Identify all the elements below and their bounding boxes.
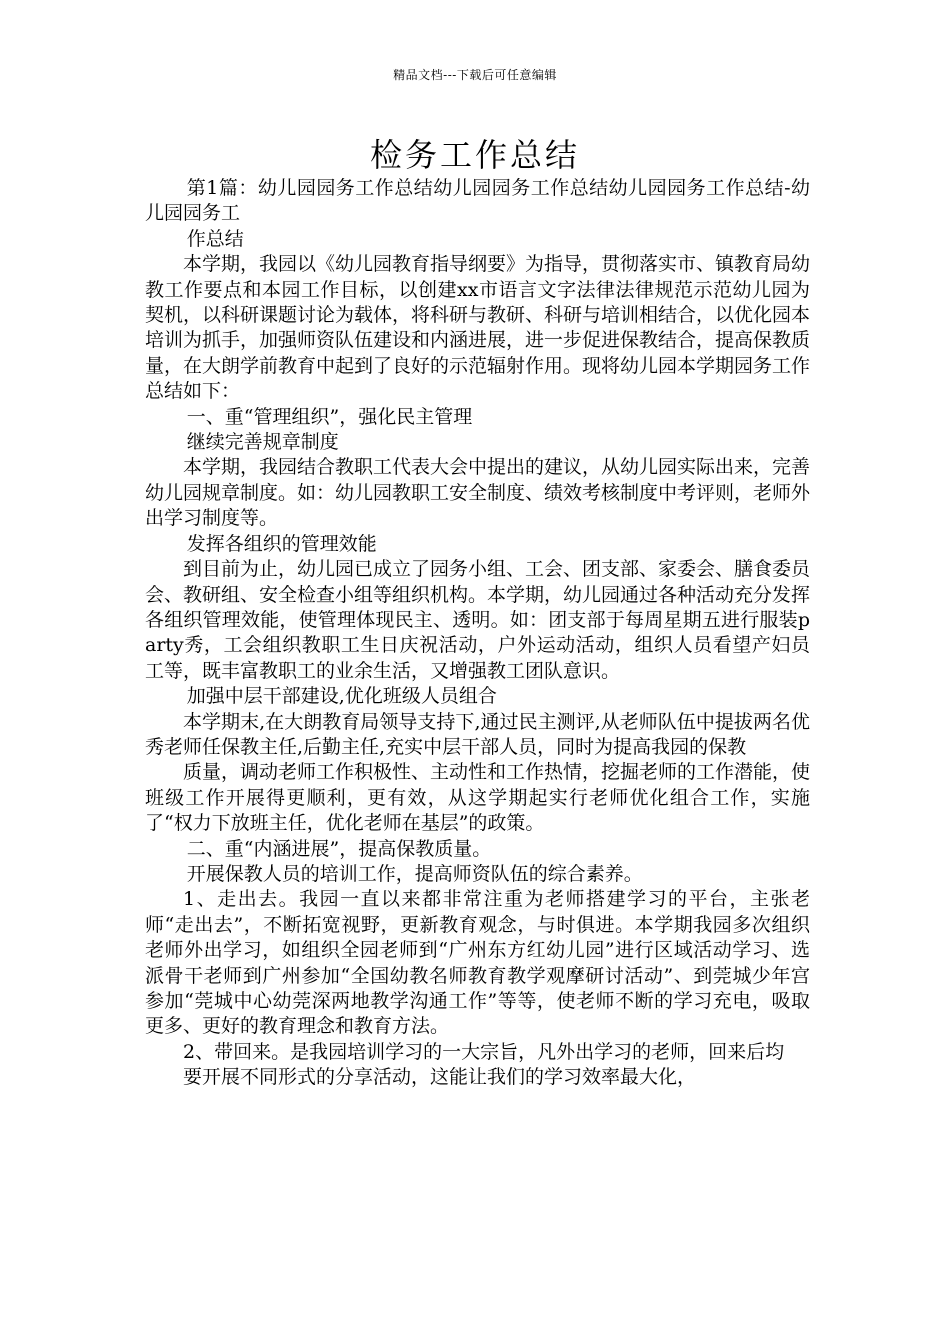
paragraph: 作总结 — [186, 227, 244, 250]
subsection-heading: 继续完善规章制度 — [186, 431, 339, 454]
section-heading: 一、重“管理组织”，强化民主管理 — [186, 405, 473, 428]
subsection-heading: 开展保教人员的培训工作，提高师资队伍的综合素养。 — [186, 862, 643, 885]
paragraph: 本学期末,在大朗教育局领导支持下,通过民主测评,从老师队伍中提拔两名优秀老师任保教主任,后勤主任,充实中层干部人员，同时为提高我园的保教 — [145, 710, 810, 758]
document-body — [145, 176, 810, 1091]
subsection-heading: 发挥各组织的管理效能 — [186, 532, 377, 555]
paragraph: 到目前为止，幼儿园已成立了园务小组、工会、团支部、家委会、膳食委员会、教研组、安全检查小组等组织机构。本学期，幼儿园通过各种活动充分发挥各组织管理效能，使管理体现民主、透明。如：团支部于每周星期五进行服装party秀，工会组织教职工生日庆祝活动，户外运动活动，组织人员看望产妇员工等，既丰富教职工的业余生活，又增强教工团队意识。 — [145, 558, 811, 682]
paragraph: 第1篇：幼儿园园务工作总结幼儿园园务工作总结幼儿园园务工作总结-幼儿园园务工 — [145, 177, 810, 225]
paragraph: 1、走出去。我园一直以来都非常注重为老师搭建学习的平台，主张老师“走出去”，不断拓宽视野，更新教育观念，与时俱进。本学期我园多次组织老师外出学习，如组织全园老师到“广州东方红幼儿园”进行区域活动学习、选派骨干老师到广州参加“全国幼教名师教育教学观摩研讨活动”、到莞城少年宫参加“莞城中心幼莞深两地教学沟通工作”等等，使老师不断的学习充电，吸取更多、更好的教育理念和教育方法。 — [145, 888, 810, 1038]
document-title: 检务工作总结 — [369, 136, 580, 174]
paragraph: 2、带回来。是我园培训学习的一大宗旨，凡外出学习的老师，回来后均 — [183, 1040, 785, 1063]
paragraph: 质量，调动老师工作积极性、主动性和工作热情，挖掘老师的工作潜能，使班级工作开展得更顺利，更有效，从这学期起实行老师优化组合工作，实施了“权力下放班主任，优化老师在基层”的政策。 — [145, 761, 811, 835]
paragraph: 本学期，我园以《幼儿园教育指导纲要》为指导，贯彻落实市、镇教育局幼教工作要点和本园工作目标，以创建xx市语言文字法律法律规范示范幼儿园为契机，以科研课题讨论为载体，将科研与教研、科研与培训相结合，以优化园本培训为抓手，加强师资队伍建设和内涵进展，进一步促进保教结合，提高保教质量，在大朗学前教育中起到了良好的示范辐射作用。现将幼儿园本学期园务工作总结如下： — [145, 253, 811, 403]
paragraph: 要开展不同形式的分享活动，这能让我们的学习效率最大化， — [183, 1066, 697, 1089]
header-note: 精品文档---下载后可任意编辑 — [393, 68, 557, 82]
section-heading: 二、重“内涵进展”，提高保教质量。 — [186, 837, 492, 860]
paragraph: 本学期，我园结合教职工代表大会中提出的建议，从幼儿园实际出来，完善幼儿园规章制度。如：幼儿园教职工安全制度、绩效考核制度中考评则，老师外出学习制度等。 — [145, 456, 811, 530]
subsection-heading: 加强中层干部建设,优化班级人员组合 — [186, 685, 497, 708]
